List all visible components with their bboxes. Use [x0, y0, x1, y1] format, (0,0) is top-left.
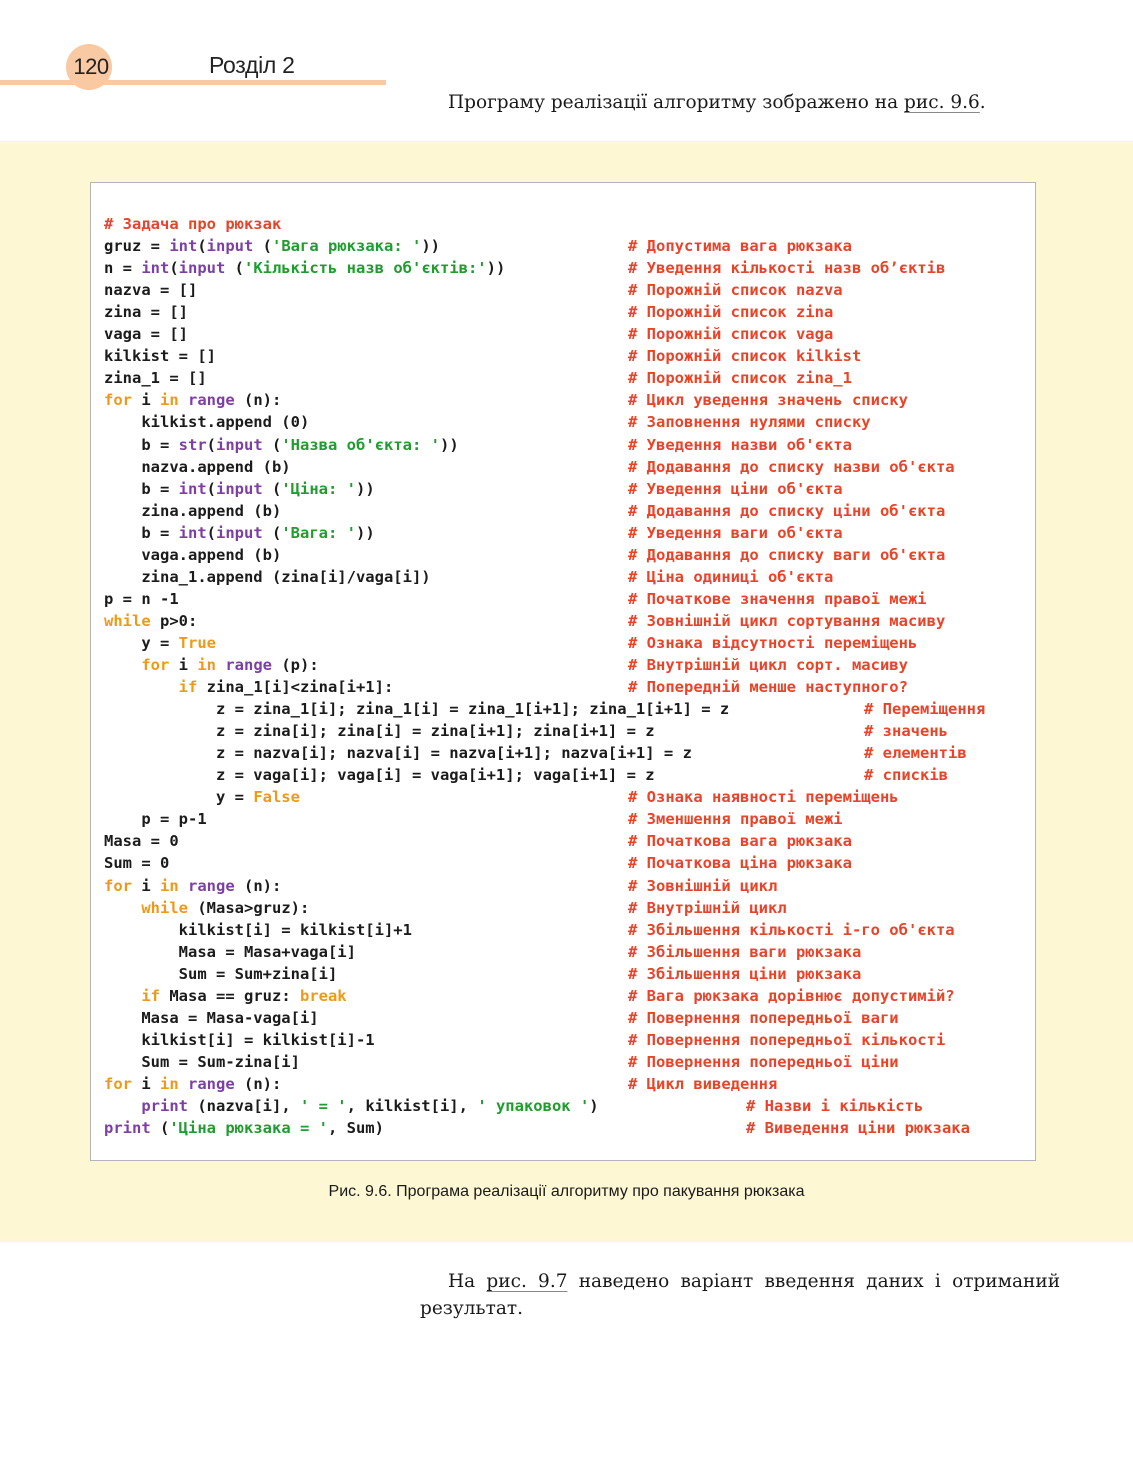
code-comment: # Повернення попередньої кількості: [628, 1030, 946, 1049]
code-token: Sum = Sum-zina[i]: [104, 1052, 300, 1071]
code-token: p = n -1: [104, 589, 179, 608]
string-literal: 'Вага: ': [281, 523, 356, 542]
code-comment: # Виведення ціни рюкзака: [746, 1119, 970, 1138]
code-token: )): [439, 435, 459, 454]
keyword: if: [141, 986, 160, 1005]
code-comment: # Порожній список vaga: [628, 325, 834, 344]
keyword: False: [253, 788, 300, 807]
code-comment: # Попередній менше наступного?: [628, 678, 908, 697]
code-line: [104, 411, 309, 433]
code-comment: # Порожній список kilkist: [628, 347, 862, 366]
code-token: z = zina[i]; zina[i] = zina[i+1]; zina[i+1] = z: [104, 722, 655, 741]
code-line: [104, 456, 291, 478]
code-line: [104, 786, 300, 808]
string-literal: 'Кількість назв об'єктів:': [244, 259, 487, 278]
string-literal: 'Вага рюкзака: ': [272, 237, 422, 256]
code-line: [104, 676, 393, 698]
figure-reference-link-2[interactable]: рис. 9.7: [486, 1271, 568, 1292]
code-line: [104, 1029, 375, 1051]
keyword: if: [178, 678, 198, 697]
builtin-name: str: [178, 435, 207, 454]
code-token: [179, 1075, 188, 1093]
code-line: [104, 897, 309, 919]
code-token: zina_1.append (zina[i]/vaga[i]): [104, 567, 431, 586]
code-token: gruz =: [104, 237, 170, 256]
builtin-name: range: [225, 656, 273, 674]
code-token: Masa = Masa+vaga[i]: [104, 942, 356, 961]
paragraph-text-before: На: [448, 1271, 487, 1292]
code-token: z = zina_1[i]; zina_1[i] = zina_1[i+1]; zina_1[i+1] = z: [104, 700, 730, 719]
code-comment: # Ознака наявності переміщень: [628, 788, 899, 807]
code-token: (: [262, 435, 282, 454]
code-comment: # Уведення назви об'єкта: [628, 435, 852, 454]
code-token: [104, 1097, 141, 1115]
code-line: [104, 434, 459, 456]
code-token: (: [206, 479, 216, 498]
code-token: i: [169, 656, 198, 674]
code-token: ): [589, 1097, 599, 1115]
code-token: (n):: [234, 1074, 282, 1093]
code-line: [104, 235, 440, 257]
body-paragraph: [420, 1268, 1060, 1322]
code-comment: # Додавання до списку назви об'єкта: [628, 457, 955, 476]
code-token: (: [169, 259, 179, 278]
code-title-comment: # Задача про рюкзак: [104, 215, 282, 233]
intro-text: [448, 92, 986, 113]
code-token: (: [262, 523, 282, 542]
code-token: Masa = Masa-vaga[i]: [104, 1008, 319, 1027]
code-token: kilkist[i] = kilkist[i]-1: [104, 1030, 375, 1049]
code-token: , Sum): [327, 1119, 384, 1138]
code-comment: # Цикл виведення: [628, 1074, 778, 1093]
code-token: i: [132, 876, 160, 895]
string-literal: ' упаковок ': [477, 1097, 590, 1115]
code-token: [179, 391, 188, 409]
code-line: [104, 808, 207, 830]
builtin-name: input: [216, 435, 263, 454]
code-line: [104, 257, 505, 279]
page-number: 120: [73, 54, 109, 79]
header-rule: [0, 80, 386, 85]
code-comment: # Зменшення правої межі: [628, 810, 843, 829]
code-token: p>0:: [150, 611, 198, 630]
code-comment: # Ознака відсутності переміщень: [628, 633, 918, 652]
code-comment: # Внутрішній цикл: [628, 898, 787, 917]
code-comment: # Допустима вага рюкзака: [628, 237, 852, 256]
builtin-name: int: [178, 523, 207, 542]
code-comment: # елементів: [864, 744, 967, 763]
code-token: [104, 656, 141, 674]
builtin-name: input: [216, 479, 263, 498]
code-token: [104, 899, 141, 917]
code-token: [104, 678, 179, 696]
code-token: (: [225, 259, 245, 278]
code-token: kilkist[i] = kilkist[i]+1: [104, 920, 412, 939]
code-token: zina_1 = []: [104, 369, 207, 388]
code-line: [104, 963, 337, 985]
keyword: break: [299, 986, 347, 1005]
code-token: nazva = []: [104, 281, 198, 300]
code-line: [104, 985, 347, 1007]
code-line: [104, 1073, 281, 1095]
code-token: b =: [104, 523, 179, 542]
code-line: [104, 1007, 319, 1029]
code-token: )): [486, 259, 506, 278]
keyword: while: [104, 611, 151, 630]
code-token: nazva.append (b): [104, 457, 291, 476]
code-token: kilkist = []: [104, 347, 216, 366]
code-line: [104, 720, 655, 742]
code-line: [104, 764, 655, 786]
code-token: z = vaga[i]; vaga[i] = vaga[i+1]; vaga[i+1] = z: [104, 766, 655, 785]
builtin-name: print: [141, 1097, 188, 1115]
code-comment: # Додавання до списку ціни об'єкта: [628, 501, 946, 520]
code-token: (: [262, 479, 282, 498]
code-token: z = nazva[i]; nazva[i] = nazva[i+1]; nazva[i+1] = z: [104, 744, 692, 763]
string-literal: 'Ціна: ': [281, 479, 356, 498]
code-comment: # Повернення попередньої ваги: [628, 1008, 899, 1027]
code-line: [104, 323, 188, 345]
code-line: [104, 1095, 599, 1117]
code-token: y =: [104, 633, 179, 652]
code-line: [104, 852, 169, 874]
code-token: )): [356, 479, 375, 498]
code-token: (: [206, 435, 216, 454]
code-line: [104, 301, 188, 323]
code-line: [104, 478, 375, 500]
code-token: y =: [104, 788, 254, 807]
code-line: [104, 919, 412, 941]
code-line: [104, 1051, 300, 1073]
code-token: p = p-1: [104, 810, 207, 829]
code-token: (n):: [234, 876, 282, 895]
code-comment: # Порожній список nazva: [628, 281, 843, 300]
keyword: in: [160, 1074, 179, 1093]
code-token: (p):: [272, 656, 319, 674]
code-line: [104, 1117, 384, 1139]
builtin-name: input: [206, 237, 254, 256]
builtin-name: range: [188, 876, 235, 895]
code-comment: # Уведення ціни об'єкта: [628, 479, 843, 498]
code-comment: # Зовнішній цикл сортування масиву: [628, 611, 946, 630]
code-comment: # Внутрішній цикл сорт. масиву: [628, 656, 908, 674]
keyword: for: [104, 876, 132, 895]
code-comment: # Порожній список zina: [628, 303, 834, 322]
keyword: in: [160, 876, 179, 895]
code-token: [216, 656, 225, 674]
keyword: while: [141, 898, 188, 917]
code-line: [104, 522, 375, 544]
code-token: zina = []: [104, 303, 188, 322]
code-token: (n):: [234, 391, 282, 410]
code-line: [104, 500, 281, 522]
keyword: for: [104, 391, 132, 410]
code-token: [179, 877, 188, 895]
code-comment: # Уведення кількості назв об’єктів: [628, 259, 946, 278]
code-line: [104, 544, 281, 566]
keyword: True: [178, 633, 216, 652]
section-title: Розділ 2: [209, 52, 295, 78]
code-line: [104, 875, 281, 897]
builtin-name: range: [188, 391, 235, 410]
code-token: Sum = Sum+zina[i]: [104, 964, 338, 983]
code-token: kilkist.append (0): [104, 413, 310, 432]
string-literal: 'Назва об'єкта: ': [281, 435, 440, 454]
builtin-name: input: [178, 259, 226, 278]
code-token: (: [206, 523, 216, 542]
code-line: [104, 830, 179, 852]
code-line: [104, 345, 216, 367]
code-comment: # Цикл уведення значень списку: [628, 391, 908, 410]
keyword: for: [104, 1074, 132, 1093]
code-line: [104, 654, 319, 676]
builtin-name: int: [141, 259, 170, 278]
code-line: [104, 588, 179, 610]
code-line: [104, 610, 197, 632]
figure-caption: Рис. 9.6. Програма реалізації алгоритму про пакування рюкзака: [328, 1183, 805, 1200]
code-comment: # Назви і кількість: [746, 1097, 924, 1115]
figure-reference-link[interactable]: рис. 9.6: [904, 92, 980, 113]
code-comment: # Ціна одиниці об'єкта: [628, 567, 834, 586]
code-token: zina.append (b): [104, 501, 282, 520]
code-comment: # Уведення ваги об'єкта: [628, 523, 843, 542]
code-comment: # списків: [864, 766, 948, 785]
builtin-name: int: [178, 479, 207, 498]
code-line: [104, 389, 281, 411]
string-literal: 'Ціна рюкзака = ': [169, 1119, 328, 1138]
builtin-name: input: [216, 523, 263, 542]
string-literal: ' = ': [299, 1097, 347, 1115]
builtin-name: int: [169, 237, 198, 256]
code-comment: # Зовнішній цикл: [628, 876, 778, 895]
code-token: [104, 987, 141, 1005]
code-token: (Masa>gruz):: [188, 898, 310, 917]
code-token: b =: [104, 479, 179, 498]
code-token: )): [421, 237, 440, 256]
code-token: i: [132, 391, 160, 410]
code-listing: [90, 182, 1036, 1161]
code-comment: # Додавання до списку ваги об'єкта: [628, 545, 946, 564]
code-token: Masa == gruz:: [160, 986, 300, 1005]
keyword: in: [160, 391, 179, 410]
code-comment: # Збільшення ваги рюкзака: [628, 942, 862, 961]
code-comment: # Повернення попередньої ціни: [628, 1052, 899, 1071]
code-comment: # Заповнення нулями списку: [628, 413, 871, 432]
code-line: [104, 632, 216, 654]
builtin-name: range: [188, 1074, 235, 1093]
code-comment: # Початкова ціна рюкзака: [628, 854, 852, 873]
intro-text-after: .: [979, 92, 986, 113]
code-line: [104, 279, 197, 301]
keyword: for: [141, 656, 170, 674]
builtin-name: print: [104, 1119, 151, 1138]
code-token: zina_1[i]<zina[i+1]:: [197, 678, 394, 697]
code-token: (: [197, 237, 207, 256]
code-line: [104, 742, 692, 764]
code-token: , kilkist[i],: [346, 1097, 478, 1115]
code-token: vaga = []: [104, 325, 188, 344]
code-token: vaga.append (b): [104, 545, 282, 564]
code-token: b =: [104, 435, 179, 454]
code-comment: # Збільшення кількості i-го об'єкта: [628, 920, 955, 939]
code-line: [104, 941, 356, 963]
code-token: (: [150, 1119, 170, 1138]
code-comment: # Переміщення: [864, 700, 986, 719]
code-token: Sum = 0: [104, 854, 170, 873]
code-comment: # значень: [864, 722, 948, 741]
code-line: [104, 566, 431, 588]
code-comment: # Збільшення ціни рюкзака: [628, 964, 862, 983]
code-token: n =: [104, 259, 142, 278]
intro-text-before: Програму реалізації алгоритму зображено на: [448, 92, 905, 113]
code-token: (: [253, 237, 273, 256]
keyword: in: [197, 656, 216, 674]
code-comment: # Початкова вага рюкзака: [628, 832, 852, 851]
code-token: )): [356, 523, 375, 542]
code-comment: # Порожній список zina_1: [628, 369, 852, 388]
code-comment: # Початкове значення правої межі: [628, 589, 927, 608]
code-token: i: [132, 1074, 160, 1093]
code-line: [104, 698, 729, 720]
code-line: [104, 367, 207, 389]
code-token: Masa = 0: [104, 832, 179, 851]
code-comment: # Вага рюкзака дорівнює допустимій?: [628, 986, 955, 1005]
code-token: (nazva[i],: [188, 1097, 300, 1115]
paragraph-text-after: наведено варіант введення даних і отриманий результат.: [420, 1271, 1061, 1319]
